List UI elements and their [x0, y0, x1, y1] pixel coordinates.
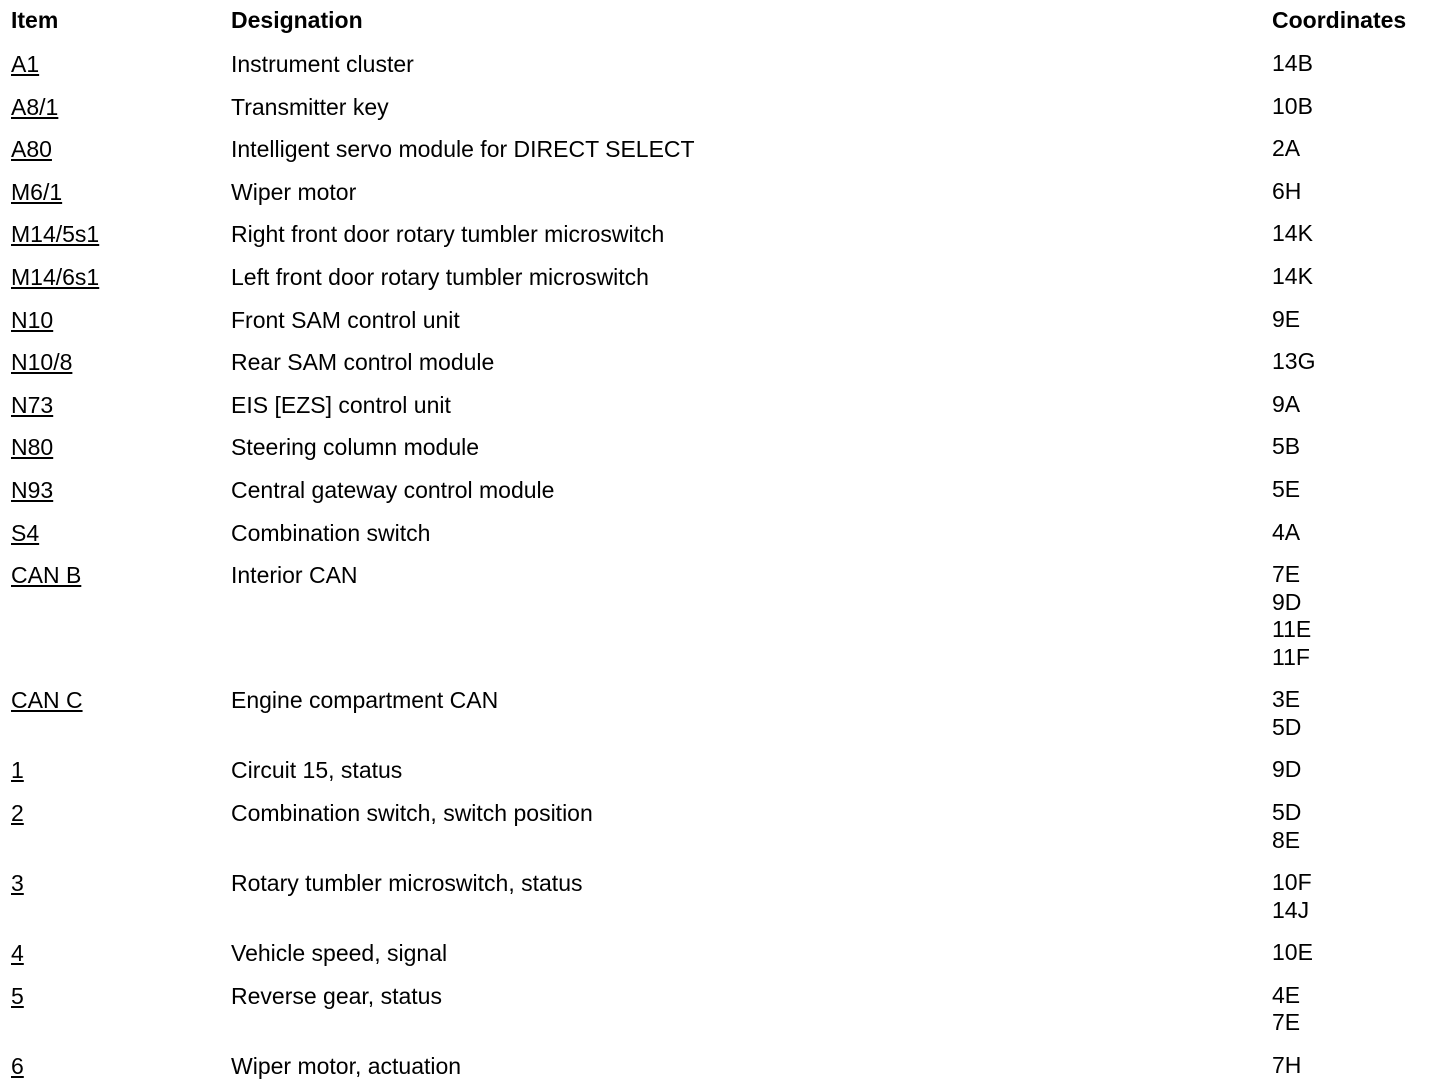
coordinate-value: 11F — [1272, 643, 1310, 670]
item-link[interactable]: 3 — [11, 870, 24, 897]
item-link[interactable]: CAN B — [11, 562, 82, 589]
coordinate-value: 4E — [1272, 981, 1301, 1008]
item-link[interactable]: 1 — [11, 757, 24, 784]
item-link[interactable]: N10 — [11, 306, 54, 333]
coordinate-value: 5E — [1272, 476, 1301, 502]
coordinate-value: 11E — [1272, 616, 1312, 643]
coordinates-cell — [1272, 686, 1301, 741]
designation-text: EIS [EZS] control unit — [231, 391, 451, 418]
coordinates-cell — [1272, 220, 1313, 248]
coordinate-value: 14K — [1272, 220, 1313, 247]
designation-text: Right front door rotary tumbler microswitch — [231, 221, 665, 248]
coordinates-cell — [1272, 756, 1301, 784]
designation-text: Vehicle speed, signal — [231, 940, 448, 967]
coordinate-value: 9E — [1272, 305, 1301, 332]
item-link[interactable]: 5 — [11, 982, 24, 1009]
coordinate-value: 10B — [1272, 92, 1313, 119]
item-link[interactable]: M6/1 — [11, 178, 63, 205]
coordinate-value: 5D — [1272, 713, 1302, 740]
coordinate-value: 8E — [1272, 826, 1301, 853]
item-link[interactable]: M14/5s1 — [11, 221, 100, 248]
coordinates-cell — [1272, 135, 1300, 163]
coordinate-value: 5B — [1272, 433, 1301, 460]
coordinates-cell — [1272, 178, 1301, 206]
header-designation: Designation — [231, 7, 363, 33]
coordinate-value: 7H — [1272, 1051, 1302, 1078]
item-link[interactable]: CAN C — [11, 687, 83, 714]
item-link[interactable]: N10/8 — [11, 349, 73, 376]
coordinates-cell — [1272, 561, 1311, 671]
designation-text: Front SAM control unit — [231, 306, 460, 333]
designation-text: Combination switch — [231, 519, 431, 546]
designation-text: Wiper motor, actuation — [231, 1052, 462, 1079]
designation-text: Rear SAM control module — [231, 349, 495, 376]
designation-text: Circuit 15, status — [231, 757, 403, 784]
designation-text: Intelligent servo module for DIRECT SELECT — [231, 136, 695, 163]
designation-text: Combination switch, switch position — [231, 800, 593, 826]
coordinates-cell — [1272, 93, 1313, 121]
coordinate-value: 13G — [1272, 348, 1316, 375]
coordinates-cell — [1272, 433, 1300, 461]
item-link[interactable]: A8/1 — [11, 93, 59, 120]
coordinate-value: 3E — [1272, 686, 1301, 713]
coordinates-cell — [1272, 306, 1300, 334]
coordinate-value: 5D — [1272, 799, 1302, 825]
coordinates-cell — [1272, 799, 1301, 854]
designation-text: Wiper motor — [231, 178, 357, 205]
item-link[interactable]: A1 — [11, 51, 40, 77]
coordinates-cell — [1272, 348, 1315, 376]
item-link[interactable]: S4 — [11, 519, 40, 546]
header-coordinates: Coordinates — [1272, 7, 1407, 33]
item-link[interactable]: 2 — [11, 800, 24, 826]
item-link[interactable]: 4 — [11, 940, 24, 967]
coordinate-value: 7E — [1272, 1009, 1301, 1036]
coordinate-value: 6H — [1272, 177, 1302, 204]
coordinates-cell — [1272, 982, 1300, 1037]
item-link[interactable]: M14/6s1 — [11, 264, 100, 290]
designation-text: Transmitter key — [231, 93, 389, 120]
coordinates-cell — [1272, 519, 1300, 547]
designation-text: Engine compartment CAN — [231, 687, 499, 714]
coordinates-cell — [1272, 391, 1300, 419]
coordinates-cell — [1272, 263, 1313, 291]
item-link[interactable]: N93 — [11, 477, 54, 503]
coordinate-value: 9A — [1272, 390, 1301, 417]
item-link[interactable]: A80 — [11, 136, 52, 163]
coordinates-cell — [1272, 869, 1312, 924]
coordinates-cell — [1272, 50, 1313, 78]
coordinate-value: 2A — [1272, 135, 1301, 162]
coordinate-value: 14K — [1272, 263, 1313, 289]
coordinate-value: 4A — [1272, 518, 1301, 545]
item-link[interactable]: N80 — [11, 434, 54, 461]
coordinates-cell — [1272, 476, 1300, 504]
coordinate-value: 14J — [1272, 896, 1310, 923]
coordinate-value: 14B — [1272, 50, 1313, 76]
designation-text: Rotary tumbler microswitch, status — [231, 870, 583, 897]
coordinate-value: 9D — [1272, 756, 1302, 783]
coordinates-cell — [1272, 1052, 1301, 1080]
designation-text: Instrument cluster — [231, 51, 414, 77]
designation-text: Left front door rotary tumbler microswitch — [231, 264, 649, 290]
coordinate-value: 7E — [1272, 561, 1301, 588]
designation-text: Reverse gear, status — [231, 982, 442, 1009]
coordinates-cell — [1272, 939, 1313, 967]
coordinate-value: 9D — [1272, 588, 1302, 615]
coordinate-value: 10F — [1272, 869, 1312, 896]
item-link[interactable]: N73 — [11, 391, 54, 418]
coordinate-value: 10E — [1272, 939, 1313, 966]
designation-text: Central gateway control module — [231, 477, 555, 503]
header-item: Item — [11, 7, 59, 33]
item-link[interactable]: 6 — [11, 1052, 24, 1079]
designation-text: Steering column module — [231, 434, 480, 461]
designation-text: Interior CAN — [231, 562, 358, 589]
